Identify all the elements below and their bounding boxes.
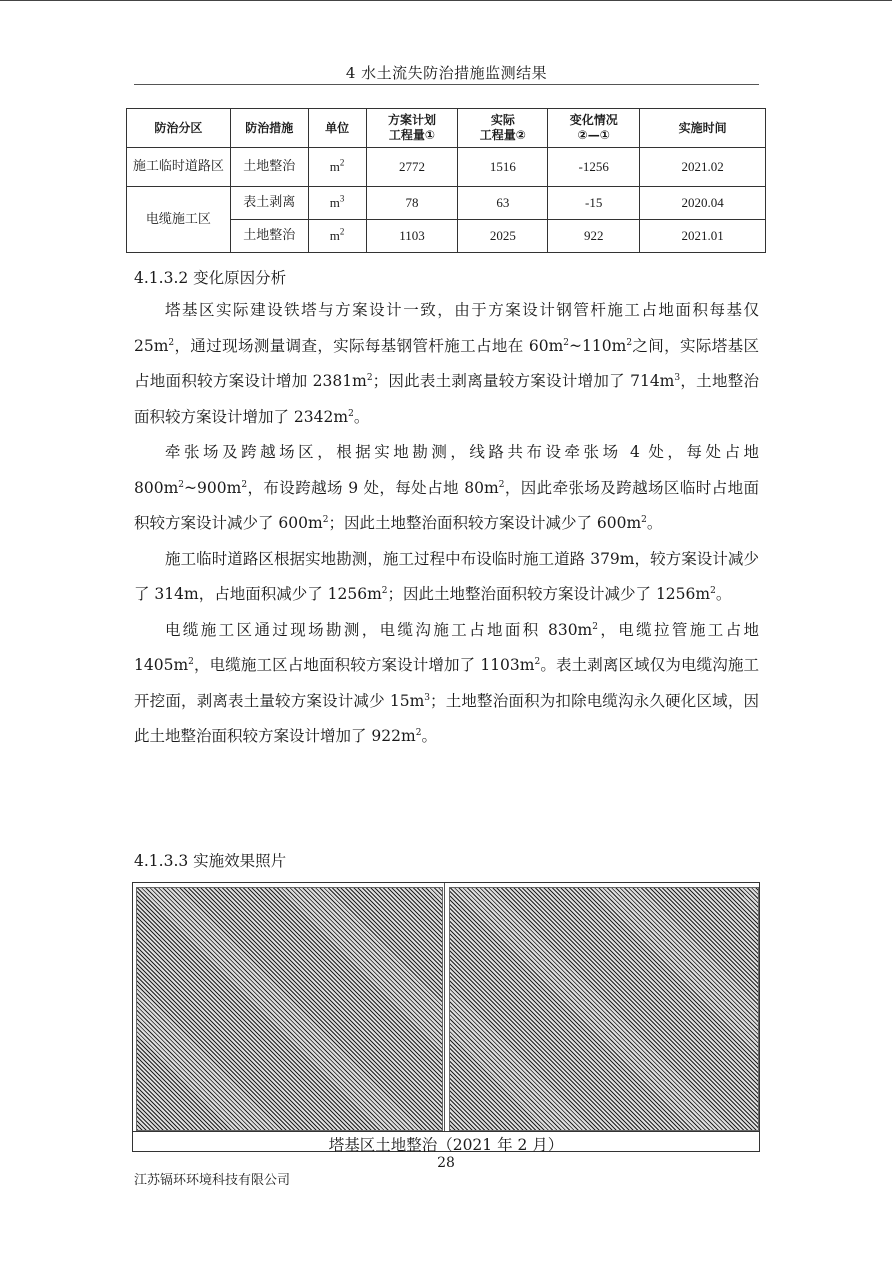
cell-zone: 电缆施工区 — [127, 187, 231, 253]
cell-time: 2020.04 — [640, 187, 766, 220]
header-change: 变化情况 ②—① — [548, 109, 640, 148]
table-row — [127, 187, 766, 220]
cell-unit: $m^3$ — [308, 187, 366, 220]
cell-unit: $m^2$ — [308, 148, 366, 187]
page-number: 28 — [437, 1155, 455, 1171]
cell-measure: 土地整治 — [230, 148, 308, 187]
header-rule — [134, 84, 759, 85]
cell-change: -1256 — [548, 148, 640, 187]
cell-change: -15 — [548, 187, 640, 220]
cell-time: 2021.02 — [640, 148, 766, 187]
section-heading-change-analysis: 4.1.3.2 变化原因分析 — [134, 269, 287, 287]
cell-planned: 78 — [366, 187, 458, 220]
cell-measure: 土地整治 — [230, 220, 308, 253]
header-zone: 防治分区 — [127, 109, 231, 148]
page-top-edge — [0, 0, 892, 1]
photo-frame — [132, 882, 760, 1152]
header-planned: 方案计划 工程量① — [366, 109, 458, 148]
site-photo-right — [449, 887, 759, 1131]
section-heading-photos: 4.1.3.3 实施效果照片 — [134, 852, 287, 870]
cell-unit: $m^2$ — [308, 220, 366, 253]
header-unit: 单位 — [308, 109, 366, 148]
table-header-row — [127, 109, 766, 148]
header-actual: 实际 工程量② — [458, 109, 548, 148]
table-row — [127, 148, 766, 187]
paragraph-temporary-road: 施工临时道路区根据实地勘测，施工过程中布设临时施工道路 379m，较方案设计减少了 314m，占地面积减少了 $1256m^2$；因此土地整治面积较方案设计减少了 $1256m^2$。 — [134, 549, 759, 603]
site-photo-left — [136, 887, 443, 1131]
running-header: 4 水土流失防治措施监测结果 — [345, 64, 548, 82]
caption-rule — [133, 1131, 759, 1132]
photo-divider — [444, 883, 445, 1131]
paragraph-tower-base: 塔基区实际建设铁塔与方案设计一致，由于方案设计钢管杆施工占地面积每基仅 $25m^2$，通过现场测量调查，实际每基钢管杆施工占地在 $60m^2\sim 110m^2$之间，实际塔基区占地面积较方案设计增加 $2381m^2$；因此表土剥离量较方案设计增加了 $714m^3$，土地整治面积较方案设计增加了 $2342m^2$。 — [134, 301, 759, 426]
measures-table — [126, 108, 766, 253]
header-time: 实施时间 — [640, 109, 766, 148]
header-measure: 防治措施 — [230, 109, 308, 148]
cell-actual: 63 — [458, 187, 548, 220]
paragraph-tension-field: 牵张场及跨越场区，根据实地勘测，线路共布设牵张场 4 处，每处占地 $800m^2\sim 900m^2$，布设跨越场 9 处，每处占地 $80m^2$，因此牵张场及跨越场区临时占地面积较方案设计减少了 $600m^2$；因此土地整治面积较方案设计减少了 $600m^2$。 — [134, 443, 759, 532]
cell-planned: 2772 — [366, 148, 458, 187]
photo-caption: 塔基区土地整治（2021 年 2 月） — [328, 1136, 564, 1154]
cell-change: 922 — [548, 220, 640, 253]
cell-actual: 1516 — [458, 148, 548, 187]
cell-actual: 2025 — [458, 220, 548, 253]
cell-measure: 表土剥离 — [230, 187, 308, 220]
analysis-body — [134, 293, 759, 755]
cell-time: 2021.01 — [640, 220, 766, 253]
paragraph-cable-area: 电缆施工区通过现场勘测，电缆沟施工占地面积 $830m^2$，电缆拉管施工占地 $1405m^2$，电缆施工区占地面积较方案设计增加了 $1103m^2$。表土剥离区域仅为电缆沟施工开挖面，剥离表土量较方案设计减少 $15m^3$；土地整治面积为扣除电缆沟永久硬化区域，因此土地整治面积较方案设计增加了 $922m^2$。 — [134, 620, 759, 745]
company-name: 江苏镉环环境科技有限公司 — [134, 1173, 291, 1188]
cell-zone: 施工临时道路区 — [127, 148, 231, 187]
cell-planned: 1103 — [366, 220, 458, 253]
